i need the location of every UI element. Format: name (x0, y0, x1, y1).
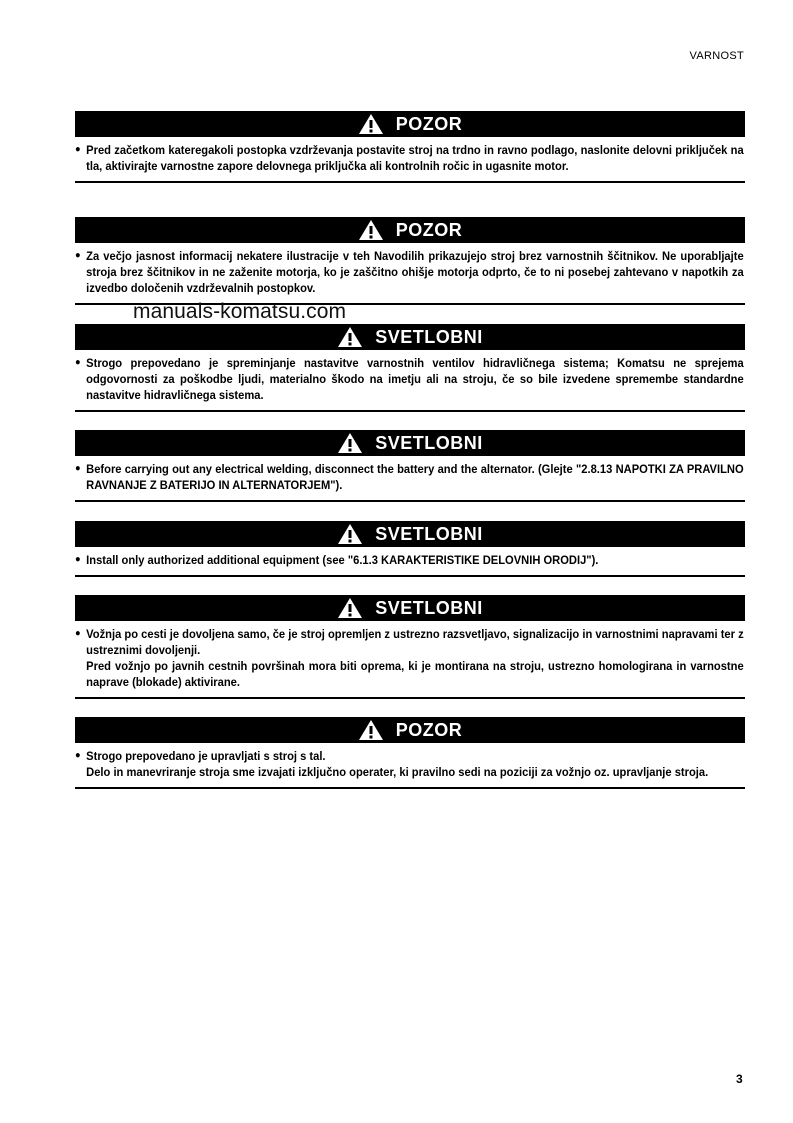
warning-title: SVETLOBNI (375, 432, 483, 453)
warning-header-bar (75, 217, 745, 243)
warning-text: Pred začetkom kateregakoli postopka vzdrževanja postavite stroj na trdno in ravno podlago, naslonite delovni priključek na tla, aktivirajte varnostne zapore delovnega priključka ali kontrolnih ročic in ugasnite motor. (86, 143, 744, 173)
warning-text: Install only authorized additional equipment (see "6.1.3 KARAKTERISTIKE DELOVNIH ORODIJ"). (86, 553, 599, 567)
warning-title: POZOR (395, 113, 463, 134)
warning-block-2 (75, 217, 745, 305)
warning-title: SVETLOBNI (375, 326, 483, 347)
warning-block-4 (75, 430, 745, 502)
warning-header-bar (75, 430, 745, 456)
warning-text: Pred vožnjo po javnih cestnih površinah mora biti oprema, ki je montirana na stroju, ustrezno homologirana in varnostne naprave (blokade) aktivirane. (86, 659, 744, 689)
warning-title: POZOR (395, 219, 463, 240)
divider-rule (75, 697, 745, 699)
warning-header-bar (75, 324, 745, 350)
bullet-icon: ● (75, 750, 81, 761)
warning-block-3 (75, 324, 745, 412)
watermark-text: manuals-komatsu.com (133, 300, 347, 323)
warning-title: SVETLOBNI (375, 597, 483, 618)
warning-text: Before carrying out any electrical welding, disconnect the battery and the alternator. (Glejte "2.8.13 NAPOTKI ZA PRAVILNO RAVNANJE Z BATERIJO IN ALTERNATORJEM"). (86, 462, 744, 492)
warning-body (75, 547, 744, 568)
warning-body (75, 243, 744, 296)
divider-rule (75, 410, 745, 412)
divider-rule (75, 500, 745, 502)
warning-title: POZOR (395, 719, 463, 740)
warning-text: Delo in manevriranje stroja sme izvajati izključno operater, ki pravilno sedi na poziciji za vožnjo oz. upravljanje stroja. (86, 765, 709, 779)
warning-block-1 (75, 111, 745, 183)
warning-body (75, 456, 744, 493)
divider-rule (75, 575, 745, 577)
bullet-icon: ● (75, 628, 81, 639)
warning-triangle-icon (337, 597, 363, 619)
warning-triangle-icon (337, 432, 363, 454)
warning-header-bar (75, 521, 745, 547)
warning-triangle-icon (358, 719, 384, 741)
warning-triangle-icon (337, 523, 363, 545)
warning-triangle-icon (358, 219, 384, 241)
page-number: 3 (736, 1072, 743, 1086)
warning-body (75, 137, 744, 174)
warning-header-bar (75, 595, 745, 621)
bullet-icon: ● (75, 554, 81, 565)
warning-header-bar (75, 717, 745, 743)
warning-text: Strogo prepovedano je upravljati s stroj s tal. (86, 749, 326, 763)
warning-triangle-icon (337, 326, 363, 348)
warning-header-bar (75, 111, 745, 137)
warning-text: Strogo prepovedano je spreminjanje nastavitve varnostnih ventilov hidravličnega sistema; Komatsu ne sprejema odgovornosti za poškodbe ljudi, materialno škodo na imetju ali na stroju, če so bile izvedene spremembe standardne nastavitve hidravličnega sistema. (86, 356, 744, 402)
warning-title: SVETLOBNI (375, 523, 483, 544)
bullet-icon: ● (75, 144, 81, 155)
warning-body (75, 621, 744, 690)
warning-block-5 (75, 521, 745, 577)
warning-body (75, 743, 744, 780)
warning-triangle-icon (358, 113, 384, 135)
warning-block-7 (75, 717, 745, 789)
warning-block-6 (75, 595, 745, 699)
warning-text: Za večjo jasnost informacij nekatere ilustracije v teh Navodilih prikazujejo stroj brez varnostnih ščitnikov. Ne uporabljajte stroja brez ščitnikov in ne zaženite motorja, ko je zaščitno ohišje motorja odprto, če to ni posebej zahtevano v napotkih za izvedbo določenih vzdrževalnih postopkov. (86, 249, 744, 295)
warning-text: Vožnja po cesti je dovoljena samo, če je stroj opremljen z ustrezno razsvetljavo, signalizacijo in varnostnimi napravami ter z ustreznimi dovoljenji. (86, 627, 744, 657)
divider-rule (75, 181, 745, 183)
warning-body (75, 350, 744, 403)
bullet-icon: ● (75, 250, 81, 261)
divider-rule (75, 787, 745, 789)
bullet-icon: ● (75, 357, 81, 368)
header-section-label: VARNOST (689, 50, 744, 62)
bullet-icon: ● (75, 463, 81, 474)
